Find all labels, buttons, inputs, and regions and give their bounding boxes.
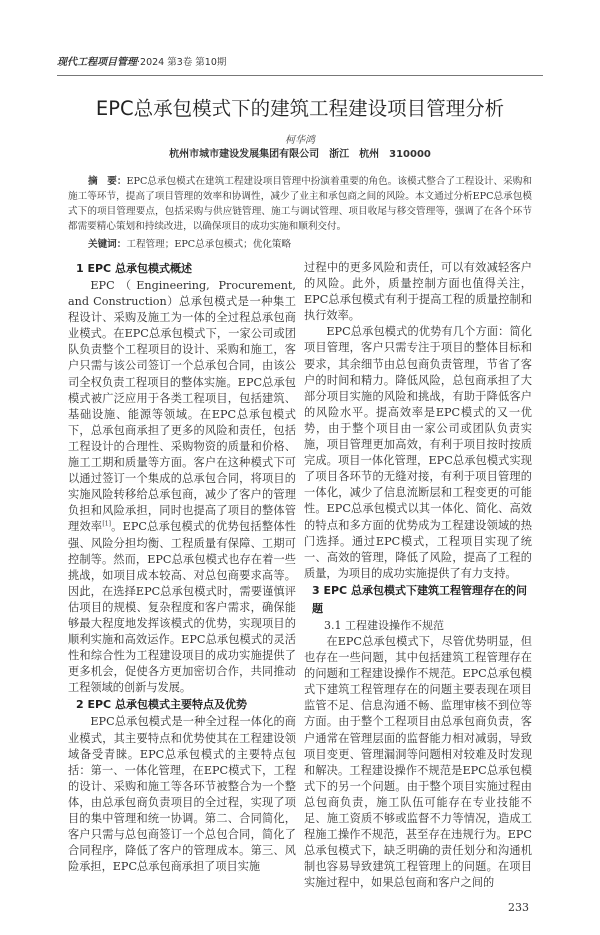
abstract bbox=[68, 174, 532, 234]
paragraph-text: EPC（Engineering, Procurement, and Construction）总承包模式是一种集工程设计、采购及施工为一体的全过程总承包商业模式。在EPC总承包模式下，一家公司或团队负责整个工程项目的设计、采购和施工，客户只需与该公司签订一个总承包合同，由该公司全权负责工程项目的整体实施。EPC总承包模式被广泛应用于各类工程项目，包括建筑、基础设施、能源等领域。在EPC总承包模式下，总承包商承担了更多的风险和责任，包括工程设计的合理性、采购物资的质量和价格、施工工期和质量等方面。客户在这种模式下可以通过签订一个集成的总承包合同，将项目的实施风险转移给总承包商，减少了客户的管理负担和风险承担，同时也提高了项目的整体管理效率 bbox=[68, 279, 296, 534]
page-number: 233 bbox=[508, 901, 529, 915]
running-header bbox=[57, 56, 543, 70]
section-2-paragraph: EPC总承包模式是一种全过程一体化的商业模式，其主要特点和优势使其在工程建设领域备受青睐。EPC总承包模式的主要特点包括：第一、一体化管理，在EPC模式下，工程的设计、采购和施工等各环节被整合为一个整体，由总承包商负责项目的全过程，实现了项目的集中管理和统一协调。第二、合同简化，客户只需与总包商签订一个总包合同，简化了合同程序，降低了客户的管理成本。第三、风险承担，EPC总承包商承担了项目实施 bbox=[68, 715, 296, 874]
journal-issue: ·2024 第3卷 第10期 bbox=[137, 57, 227, 68]
section-3-heading: 3 EPC 总承包模式下建筑工程管理存在的问题 bbox=[312, 583, 527, 615]
section-2-paragraph-2: EPC总承包模式的优势有几个方面：简化项目管理，客户只需专注于项目的整体目标和要求，其余细节由总包商负责管理，节省了客户的时间和精力。降低风险，总包商承担了大部分项目实施的风险和挑战，有助于降低客户的风险水平。提高效率是EPC模式的又一优势，由于整个项目由一家公司或团队负责实施，项目管理更加高效，有利于项目按时按质完成。项目一体化管理，EPC总承包模式实现了项目各环节的无缝对接，有利于项目管理的一体化，减少了信息流断层和工程变更的可能性。EPC总承包模式以其一体化、简化、高效的特点和多方面的优势成为工程建设领域的热门选择。通过EPC模式，工程项目实现了统一、高效的管理，降低了风险，提高了工程的质量，为项目的成功实施提供了有力支持。 bbox=[304, 325, 532, 580]
section-1-heading: 1 EPC 总承包模式概述 bbox=[76, 262, 192, 275]
subsection-3-1-paragraph: 在EPC总承包模式下，尽管优势明显，但也存在一些问题，其中包括建筑工程管理存在的问题和工程建设操作不规范。EPC总承包模式下建筑工程管理存在的问题主要表现在项目监管不足、信息沟通不畅、监理审核不到位等方面。由于整个工程项目由总承包商负责，客户通常在管理层面的监督能力相对减弱，导致项目变更、管理漏洞等问题相对较难及时发现和解决。工程建设操作不规范是EPC总承包模式下的另一个问题。由于整个项目实施过程由总包商负责，施工队伍可能存在专业技能不足、施工资质不够或监督不力等情况，造成工程施工操作不规范，甚至存在违规行为。EPC总承包模式下，缺乏明确的责任划分和沟通机制也容易导致建筑工程管理上的问题。在项目实施过程中，如果总包商和客户之间的 bbox=[304, 634, 532, 890]
paragraph-text: 。EPC总承包模式的优势包括整体性强、风险分担均衡、工程质量有保障、工期可控制等。然而，EPC总承包模式也存在着一些挑战，如项目成本较高、对总包商要求高等。因此，在选择EPC总承包模式时，需要谨慎评估项目的规模、复杂程度和客户需求，确保能够最大程度地发挥该模式的优势，实现项目的顺利实施和高效运作。EPC总承包模式的灵活性和综合性为工程建设项目的成功实施提供了更多机会，促使各方更加密切合作，共同推动工程领域的创新与发展。 bbox=[68, 520, 296, 695]
right-column bbox=[304, 260, 532, 891]
left-column bbox=[68, 260, 296, 891]
author: 柯华鸿 bbox=[285, 135, 315, 146]
abstract-label: 摘 要： bbox=[88, 176, 127, 187]
section-2-heading: 2 EPC 总承包模式主要特点及优势 bbox=[76, 698, 247, 712]
body-columns bbox=[68, 260, 532, 891]
keywords bbox=[88, 237, 532, 252]
keywords-label: 关键词： bbox=[88, 239, 127, 250]
abstract-text: EPC总承包模式在建筑工程建设项目管理中扮演着重要的角色。该模式整合了工程设计、采购和施工等环节，提高了项目管理的效率和协调性，减少了业主和承包商之间的风险。本文通过分析EPC总承包模式下的项目管理要点，包括采购与供应链管理、施工与调试管理、项目收尾与移交管理等，强调了在各个环节都需要精心策划和持续改进，以确保项目的成功实施和顺利交付。 bbox=[68, 176, 532, 232]
section-1-paragraph bbox=[68, 278, 296, 696]
subsection-3-1-heading: 3.1 工程建设操作不规范 bbox=[324, 618, 444, 632]
paper-title: EPC总承包模式下的建筑工程建设项目管理分析 bbox=[95, 97, 505, 120]
affiliation: 杭州市城市建设发展集团有限公司 浙江 杭州 310000 bbox=[169, 149, 431, 160]
keywords-text: 工程管理；EPC总承包模式；优化策略 bbox=[126, 239, 292, 250]
header-rule bbox=[57, 75, 543, 76]
citation-ref: [1] bbox=[102, 520, 111, 528]
journal-name: 现代工程项目管理 bbox=[57, 57, 137, 68]
section-2-paragraph-continued: 过程中的更多风险和责任，可以有效减轻客户的风险。此外，质量控制方面也值得关注，EPC总承包模式有利于提高工程的质量控制和执行效率。 bbox=[304, 261, 532, 323]
